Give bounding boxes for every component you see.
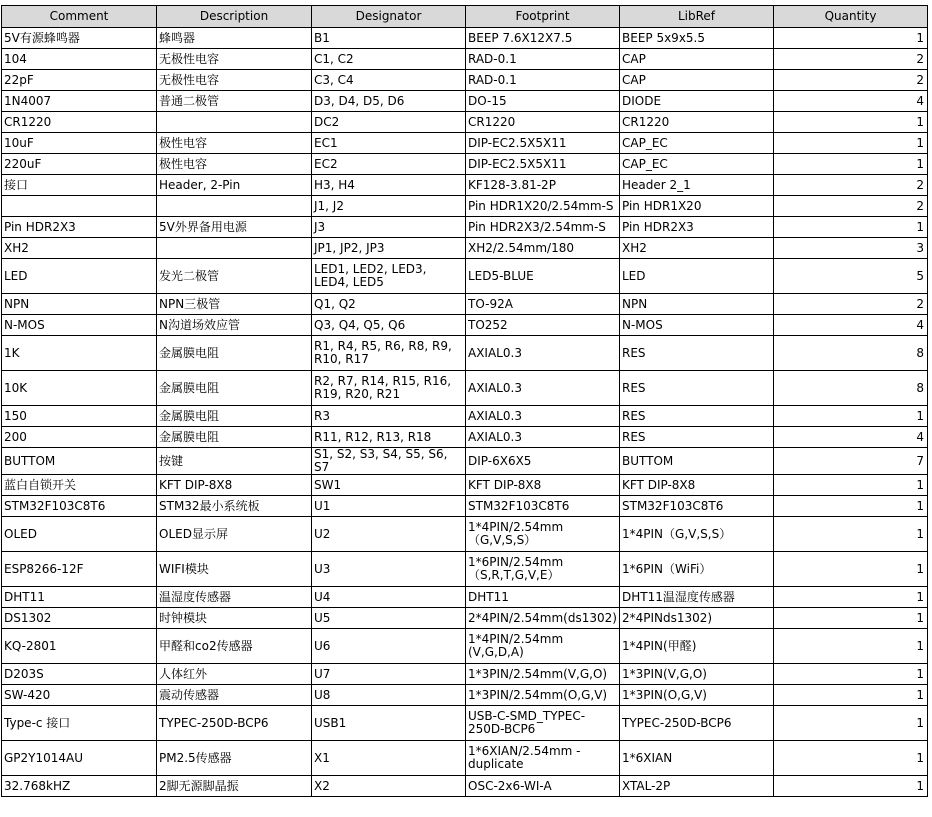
cell-description: 金属膜电阻: [157, 427, 312, 448]
cell-libref: 2*4PINds1302): [620, 608, 774, 629]
cell-footprint: 1*4PIN/2.54mm（G,V,S,S）: [466, 517, 620, 552]
cell-quantity: 1: [774, 154, 928, 175]
cell-footprint: DO-15: [466, 91, 620, 112]
cell-footprint: AXIAL0.3: [466, 371, 620, 406]
cell-designator: J1, J2: [312, 196, 466, 217]
cell-designator: B1: [312, 28, 466, 49]
cell-libref: RES: [620, 406, 774, 427]
cell-footprint: DIP-6X6X5: [466, 448, 620, 475]
cell-comment: D203S: [2, 664, 157, 685]
cell-comment: 5V有源蜂鸣器: [2, 28, 157, 49]
table-row: [2, 49, 928, 70]
cell-footprint: XH2/2.54mm/180: [466, 238, 620, 259]
cell-quantity: 2: [774, 70, 928, 91]
cell-comment: 1N4007: [2, 91, 157, 112]
table-row: [2, 28, 928, 49]
cell-quantity: 2: [774, 175, 928, 196]
cell-designator: R2, R7, R14, R15, R16, R19, R20, R21: [312, 371, 466, 406]
cell-comment: BUTTOM: [2, 448, 157, 475]
table-row: [2, 294, 928, 315]
table-row: [2, 217, 928, 238]
cell-quantity: 2: [774, 196, 928, 217]
cell-libref: DIODE: [620, 91, 774, 112]
cell-footprint: AXIAL0.3: [466, 427, 620, 448]
table-row: [2, 587, 928, 608]
cell-description: 震动传感器: [157, 685, 312, 706]
cell-libref: DHT11温湿度传感器: [620, 587, 774, 608]
table-row: [2, 196, 928, 217]
cell-description: 无极性电容: [157, 70, 312, 91]
cell-comment: LED: [2, 259, 157, 294]
cell-description: [157, 238, 312, 259]
cell-quantity: 3: [774, 238, 928, 259]
table-row: [2, 448, 928, 475]
cell-comment: 1K: [2, 336, 157, 371]
cell-designator: U2: [312, 517, 466, 552]
table-row: [2, 133, 928, 154]
cell-designator: EC1: [312, 133, 466, 154]
cell-libref: 1*3PIN(V,G,O): [620, 664, 774, 685]
cell-description: NPN三极管: [157, 294, 312, 315]
cell-description: 人体红外: [157, 664, 312, 685]
cell-footprint: OSC-2x6-WI-A: [466, 776, 620, 797]
cell-footprint: USB-C-SMD_TYPEC-250D-BCP6: [466, 706, 620, 741]
cell-description: TYPEC-250D-BCP6: [157, 706, 312, 741]
header-footprint: Footprint: [466, 6, 620, 28]
cell-description: 按键: [157, 448, 312, 475]
cell-designator: S1, S2, S3, S4, S5, S6, S7: [312, 448, 466, 475]
cell-libref: TYPEC-250D-BCP6: [620, 706, 774, 741]
table-row: [2, 664, 928, 685]
bom-table: [1, 5, 928, 797]
cell-libref: CAP_EC: [620, 133, 774, 154]
cell-libref: CAP: [620, 49, 774, 70]
cell-libref: RES: [620, 427, 774, 448]
cell-libref: STM32F103C8T6: [620, 496, 774, 517]
cell-designator: Q3, Q4, Q5, Q6: [312, 315, 466, 336]
cell-comment: 150: [2, 406, 157, 427]
cell-designator: U3: [312, 552, 466, 587]
cell-designator: J3: [312, 217, 466, 238]
cell-footprint: 1*4PIN/2.54mm (V,G,D,A): [466, 629, 620, 664]
cell-quantity: 5: [774, 259, 928, 294]
cell-comment: 蓝白自锁开关: [2, 475, 157, 496]
cell-description: [157, 196, 312, 217]
cell-footprint: STM32F103C8T6: [466, 496, 620, 517]
cell-designator: H3, H4: [312, 175, 466, 196]
table-row: [2, 175, 928, 196]
cell-comment: 接口: [2, 175, 157, 196]
cell-quantity: 1: [774, 776, 928, 797]
cell-comment: 10K: [2, 371, 157, 406]
cell-description: 甲醛和co2传感器: [157, 629, 312, 664]
cell-designator: U5: [312, 608, 466, 629]
cell-designator: JP1, JP2, JP3: [312, 238, 466, 259]
header-libref: LibRef: [620, 6, 774, 28]
table-row: [2, 406, 928, 427]
cell-designator: SW1: [312, 475, 466, 496]
cell-quantity: 1: [774, 608, 928, 629]
cell-libref: RES: [620, 336, 774, 371]
cell-description: 金属膜电阻: [157, 406, 312, 427]
cell-comment: 22pF: [2, 70, 157, 91]
cell-designator: D3, D4, D5, D6: [312, 91, 466, 112]
cell-libref: BUTTOM: [620, 448, 774, 475]
cell-description: Header, 2-Pin: [157, 175, 312, 196]
table-row: [2, 371, 928, 406]
cell-quantity: 4: [774, 427, 928, 448]
cell-quantity: 1: [774, 133, 928, 154]
cell-quantity: 1: [774, 28, 928, 49]
table-row: [2, 629, 928, 664]
cell-quantity: 4: [774, 91, 928, 112]
cell-quantity: 2: [774, 49, 928, 70]
cell-libref: LED: [620, 259, 774, 294]
table-row: [2, 70, 928, 91]
cell-libref: 1*3PIN(O,G,V): [620, 685, 774, 706]
cell-designator: U6: [312, 629, 466, 664]
cell-comment: 10uF: [2, 133, 157, 154]
cell-footprint: TO-92A: [466, 294, 620, 315]
cell-footprint: KFT DIP-8X8: [466, 475, 620, 496]
table-row: [2, 685, 928, 706]
cell-designator: R11, R12, R13, R18: [312, 427, 466, 448]
table-row: [2, 741, 928, 776]
cell-libref: NPN: [620, 294, 774, 315]
table-row: [2, 315, 928, 336]
cell-comment: ESP8266-12F: [2, 552, 157, 587]
table-row: [2, 552, 928, 587]
header-description: Description: [157, 6, 312, 28]
cell-designator: U8: [312, 685, 466, 706]
cell-quantity: 1: [774, 706, 928, 741]
cell-designator: X1: [312, 741, 466, 776]
cell-comment: DHT11: [2, 587, 157, 608]
cell-footprint: RAD-0.1: [466, 70, 620, 91]
cell-description: OLED显示屏: [157, 517, 312, 552]
cell-footprint: 1*6PIN/2.54mm（S,R,T,G,V,E）: [466, 552, 620, 587]
cell-quantity: 1: [774, 685, 928, 706]
cell-libref: XH2: [620, 238, 774, 259]
cell-footprint: RAD-0.1: [466, 49, 620, 70]
cell-designator: U1: [312, 496, 466, 517]
cell-quantity: 4: [774, 315, 928, 336]
cell-description: [157, 112, 312, 133]
cell-comment: CR1220: [2, 112, 157, 133]
table-row: [2, 336, 928, 371]
cell-libref: 1*6PIN（WiFi）: [620, 552, 774, 587]
cell-comment: DS1302: [2, 608, 157, 629]
cell-quantity: 1: [774, 552, 928, 587]
cell-description: 5V外界备用电源: [157, 217, 312, 238]
cell-designator: U4: [312, 587, 466, 608]
header-comment: Comment: [2, 6, 157, 28]
header-row: [2, 6, 928, 28]
cell-libref: XTAL-2P: [620, 776, 774, 797]
table-row: [2, 776, 928, 797]
cell-description: N沟道场效应管: [157, 315, 312, 336]
table-row: [2, 496, 928, 517]
table-row: [2, 154, 928, 175]
cell-footprint: TO252: [466, 315, 620, 336]
cell-libref: N-MOS: [620, 315, 774, 336]
cell-description: 时钟模块: [157, 608, 312, 629]
table-row: [2, 475, 928, 496]
table-row: [2, 427, 928, 448]
cell-designator: U7: [312, 664, 466, 685]
cell-footprint: DIP-EC2.5X5X11: [466, 154, 620, 175]
cell-comment: STM32F103C8T6: [2, 496, 157, 517]
cell-footprint: 1*3PIN/2.54mm(V,G,O): [466, 664, 620, 685]
cell-quantity: 8: [774, 371, 928, 406]
cell-footprint: DIP-EC2.5X5X11: [466, 133, 620, 154]
cell-description: STM32最小系统板: [157, 496, 312, 517]
cell-designator: C1, C2: [312, 49, 466, 70]
cell-footprint: LED5-BLUE: [466, 259, 620, 294]
cell-description: KFT DIP-8X8: [157, 475, 312, 496]
cell-libref: KFT DIP-8X8: [620, 475, 774, 496]
cell-designator: R3: [312, 406, 466, 427]
header-designator: Designator: [312, 6, 466, 28]
cell-comment: GP2Y1014AU: [2, 741, 157, 776]
cell-libref: Pin HDR1X20: [620, 196, 774, 217]
cell-libref: CAP_EC: [620, 154, 774, 175]
cell-libref: RES: [620, 371, 774, 406]
cell-designator: USB1: [312, 706, 466, 741]
cell-libref: Pin HDR2X3: [620, 217, 774, 238]
cell-libref: 1*4PIN（G,V,S,S）: [620, 517, 774, 552]
cell-designator: X2: [312, 776, 466, 797]
table-row: [2, 608, 928, 629]
cell-comment: KQ-2801: [2, 629, 157, 664]
cell-quantity: 1: [774, 664, 928, 685]
cell-comment: NPN: [2, 294, 157, 315]
cell-designator: EC2: [312, 154, 466, 175]
cell-footprint: AXIAL0.3: [466, 406, 620, 427]
cell-footprint: Pin HDR2X3/2.54mm-S: [466, 217, 620, 238]
cell-quantity: 1: [774, 587, 928, 608]
cell-description: 普通二极管: [157, 91, 312, 112]
cell-quantity: 1: [774, 629, 928, 664]
table-row: [2, 259, 928, 294]
cell-comment: OLED: [2, 517, 157, 552]
cell-quantity: 2: [774, 294, 928, 315]
cell-designator: DC2: [312, 112, 466, 133]
cell-footprint: AXIAL0.3: [466, 336, 620, 371]
cell-quantity: 7: [774, 448, 928, 475]
cell-quantity: 1: [774, 741, 928, 776]
cell-quantity: 1: [774, 517, 928, 552]
cell-comment: [2, 196, 157, 217]
cell-description: 2脚无源脚晶振: [157, 776, 312, 797]
cell-quantity: 1: [774, 475, 928, 496]
cell-footprint: BEEP 7.6X12X7.5: [466, 28, 620, 49]
cell-comment: N-MOS: [2, 315, 157, 336]
cell-description: 温湿度传感器: [157, 587, 312, 608]
cell-comment: 32.768kHZ: [2, 776, 157, 797]
table-row: [2, 238, 928, 259]
cell-comment: Pin HDR2X3: [2, 217, 157, 238]
cell-description: 蜂鸣器: [157, 28, 312, 49]
cell-description: 极性电容: [157, 154, 312, 175]
cell-comment: SW-420: [2, 685, 157, 706]
cell-libref: Header 2_1: [620, 175, 774, 196]
cell-description: 金属膜电阻: [157, 336, 312, 371]
table-row: [2, 91, 928, 112]
cell-comment: XH2: [2, 238, 157, 259]
cell-footprint: 2*4PIN/2.54mm(ds1302): [466, 608, 620, 629]
cell-quantity: 1: [774, 496, 928, 517]
cell-description: PM2.5传感器: [157, 741, 312, 776]
cell-description: 金属膜电阻: [157, 371, 312, 406]
cell-quantity: 1: [774, 406, 928, 427]
table-row: [2, 517, 928, 552]
table-row: [2, 112, 928, 133]
cell-designator: R1, R4, R5, R6, R8, R9, R10, R17: [312, 336, 466, 371]
cell-description: 极性电容: [157, 133, 312, 154]
cell-footprint: 1*3PIN/2.54mm(O,G,V): [466, 685, 620, 706]
cell-designator: Q1, Q2: [312, 294, 466, 315]
cell-quantity: 8: [774, 336, 928, 371]
header-quantity: Quantity: [774, 6, 928, 28]
cell-libref: CAP: [620, 70, 774, 91]
table-row: [2, 706, 928, 741]
cell-comment: 104: [2, 49, 157, 70]
cell-comment: 220uF: [2, 154, 157, 175]
cell-quantity: 1: [774, 112, 928, 133]
cell-footprint: Pin HDR1X20/2.54mm-S: [466, 196, 620, 217]
cell-footprint: CR1220: [466, 112, 620, 133]
cell-libref: 1*6XIAN: [620, 741, 774, 776]
cell-description: 发光二极管: [157, 259, 312, 294]
cell-libref: CR1220: [620, 112, 774, 133]
cell-description: 无极性电容: [157, 49, 312, 70]
cell-footprint: 1*6XIAN/2.54mm - duplicate: [466, 741, 620, 776]
cell-libref: 1*4PIN(甲醛): [620, 629, 774, 664]
cell-footprint: DHT11: [466, 587, 620, 608]
cell-description: WIFI模块: [157, 552, 312, 587]
cell-designator: LED1, LED2, LED3, LED4, LED5: [312, 259, 466, 294]
cell-designator: C3, C4: [312, 70, 466, 91]
cell-comment: 200: [2, 427, 157, 448]
cell-quantity: 1: [774, 217, 928, 238]
cell-footprint: KF128-3.81-2P: [466, 175, 620, 196]
cell-comment: Type-c 接口: [2, 706, 157, 741]
cell-libref: BEEP 5x9x5.5: [620, 28, 774, 49]
